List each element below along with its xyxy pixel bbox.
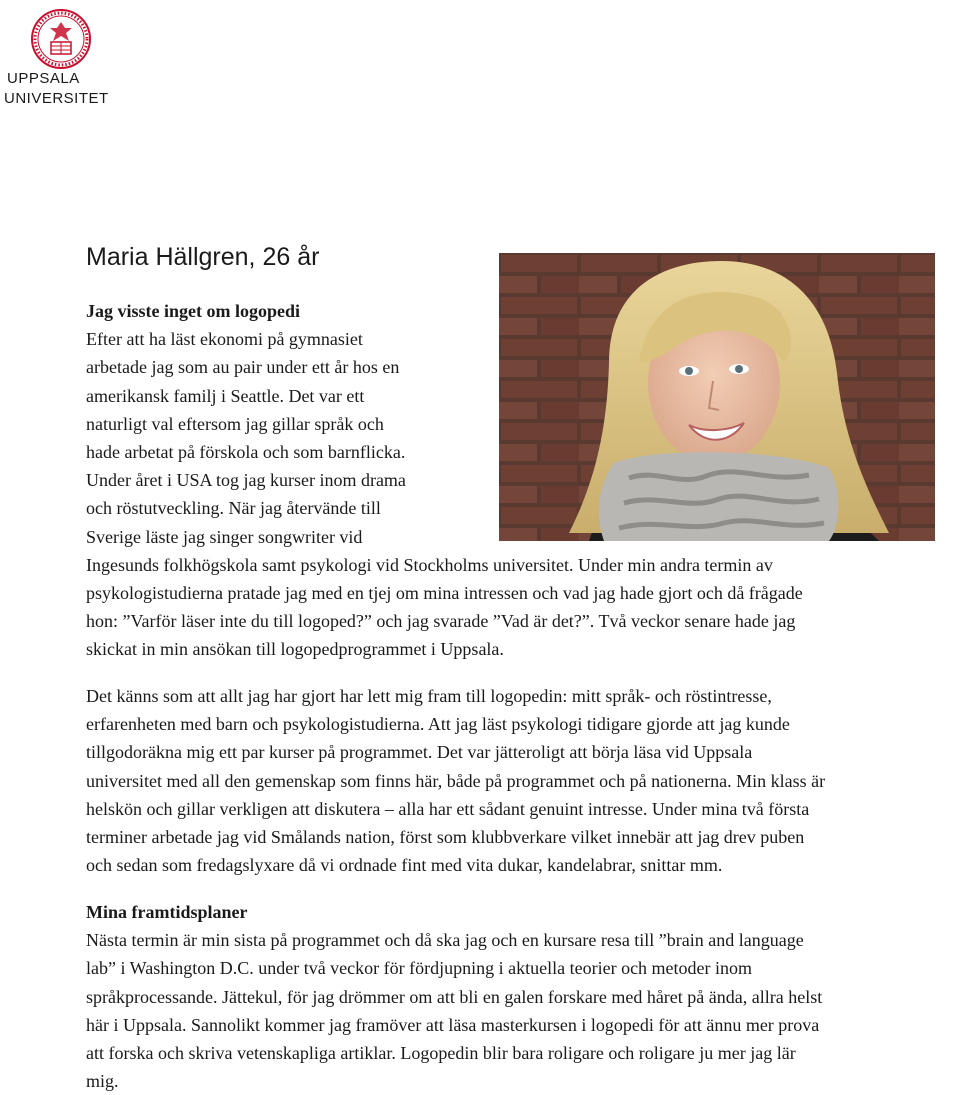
section-experience — [86, 682, 825, 879]
profile-name: Maria Hällgren, 26 år — [86, 243, 320, 271]
paragraph-line: och röstutveckling. När jag återvände till — [86, 498, 381, 519]
paragraph-line: Ingesunds folkhögskola samt psykologi vid Stockholms universitet. Under min andra termin av — [86, 554, 773, 575]
paragraph-line: helskön och gillar verkligen att diskutera – alla har ett sådant genuint intresse. Under mina två första — [86, 798, 810, 819]
paragraph-line: terminer arbetade jag vid Smålands nation, först som klubbverkare vilket innebär att jag drev puben — [86, 826, 805, 847]
paragraph-line: erfarenheten med barn och psykologistudierna. Att jag läst psykologi tidigare gjorde att jag kunde — [86, 714, 790, 735]
logo-text-uppsala: UPPSALA — [7, 70, 80, 87]
paragraph-line: universitet med all den gemenskap som finns här, både på programmet och på nationerna. Min klass är — [86, 770, 826, 791]
paragraph-line: Nästa termin är min sista på programmet och då ska jag och en kursare resa till ”brain and language — [86, 930, 804, 951]
paragraph-line: mig. — [86, 1071, 119, 1092]
section-heading: Jag visste inget om logopedi — [86, 301, 300, 321]
paragraph-line: Under året i USA tog jag kurser inom drama — [86, 470, 406, 491]
paragraph-line: tillgodoräkna mig ett par kurser på programmet. Det var jätteroligt att börja läsa vid Uppsala — [86, 742, 753, 763]
paragraph-line: amerikansk familj i Seattle. Det var ett — [86, 385, 365, 406]
paragraph-line: skickat in min ansökan till logopedprogrammet i Uppsala. — [86, 639, 504, 660]
section-intro — [86, 297, 803, 663]
paragraph-line: här i Uppsala. Sannolikt kommer jag framöver att läsa masterkursen i logopedi för att ännu mer prova — [86, 1014, 820, 1035]
paragraph-line: naturligt val eftersom jag gillar språk och — [86, 413, 384, 434]
paragraph-line: och sedan som fredagslyxare då vi ordnade fint med vita dukar, kandelabrar, snittar mm. — [86, 855, 723, 876]
paragraph-line: hon: ”Varför läser inte du till logoped?” och jag svarade ”Vad är det?”. Två veckor senare hade jag — [86, 611, 796, 632]
logo-text-universitet: UNIVERSITET — [4, 90, 109, 107]
section-future-plans — [86, 898, 822, 1095]
section-heading: Mina framtidsplaner — [86, 902, 248, 922]
paragraph-line: Efter att ha läst ekonomi på gymnasiet — [86, 329, 363, 350]
paragraph-line: lab” i Washington D.C. under två veckor för fördjupning i aktuella teorier och metoder inom — [86, 958, 753, 979]
university-logo — [4, 4, 114, 112]
paragraph-line: Det känns som att allt jag har gjort har lett mig fram till logopedin: mitt språk- och röstintresse, — [86, 686, 772, 706]
paragraph-line: psykologistudierna pratade jag med en tjej om mina intressen och vad jag hade gjort och då frågade — [86, 582, 803, 603]
university-seal-icon — [30, 8, 92, 70]
paragraph-line: att forska och skriva vetenskapliga artiklar. Logopedin blir bara roligare och roligare ju mer jag lär — [86, 1042, 796, 1063]
paragraph-line: Sverige läste jag singer songwriter vid — [86, 526, 363, 547]
paragraph-line: hade arbetat på förskola och som barnflicka. — [86, 441, 406, 462]
paragraph-line: arbetade jag som au pair under ett år hos en — [86, 357, 400, 378]
paragraph-line: språkprocessande. Jättekul, för jag drömmer om att bli en galen forskare med håret på ända, allra helst — [86, 986, 823, 1007]
